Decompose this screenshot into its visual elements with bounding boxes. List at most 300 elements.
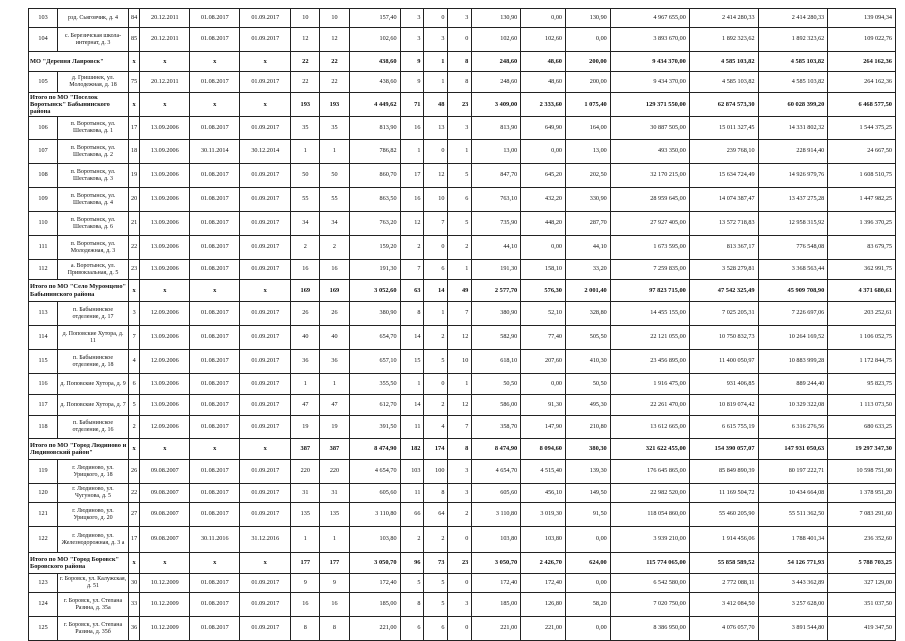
table-cell: 14 926 979,76 bbox=[758, 164, 828, 188]
table-cell: 32 170 215,00 bbox=[610, 164, 689, 188]
table-cell: 200,00 bbox=[566, 72, 611, 93]
table-cell: 10 bbox=[424, 188, 448, 212]
table-cell: 3 bbox=[448, 593, 472, 617]
table-cell: 12.09.2006 bbox=[140, 416, 190, 439]
table-cell: 135 bbox=[320, 503, 349, 527]
address-cell: д. Поповские Хутора, д. 9 bbox=[58, 374, 129, 395]
table-cell: 48,60 bbox=[521, 72, 566, 93]
table-cell: 130,90 bbox=[472, 9, 521, 28]
table-cell: 2 bbox=[400, 527, 424, 553]
table-cell: 191,30 bbox=[349, 260, 400, 280]
table-cell: 35 bbox=[320, 117, 349, 140]
table-cell: 8 bbox=[448, 72, 472, 93]
table-cell: 4 371 680,61 bbox=[828, 280, 896, 302]
table-cell: 107 bbox=[29, 140, 58, 164]
table-cell: 6 316 276,56 bbox=[758, 416, 828, 439]
table-cell: x bbox=[128, 439, 139, 460]
address-cell: г. Боровск, ул. Степана Разина, д. 35б bbox=[58, 617, 129, 641]
table-cell: 248,60 bbox=[472, 72, 521, 93]
table-cell: 157,40 bbox=[349, 9, 400, 28]
table-cell: 13 612 665,00 bbox=[610, 416, 689, 439]
table-cell: x bbox=[190, 280, 240, 302]
table-cell: 01.09.2017 bbox=[240, 28, 291, 52]
table-cell: 5 bbox=[424, 593, 448, 617]
table-cell: 7 226 697,06 bbox=[758, 302, 828, 326]
table-cell: 7 083 291,60 bbox=[828, 503, 896, 527]
table-cell: 30 bbox=[128, 574, 139, 593]
table-cell: 287,70 bbox=[566, 212, 611, 236]
table-cell: 158,10 bbox=[521, 260, 566, 280]
table-cell: 248,60 bbox=[472, 52, 521, 72]
table-cell: x bbox=[190, 439, 240, 460]
table-cell: 01.09.2017 bbox=[240, 416, 291, 439]
table-cell: 124 bbox=[29, 593, 58, 617]
table-cell: 1 bbox=[291, 374, 320, 395]
table-cell: 110 bbox=[29, 212, 58, 236]
table-cell: 30.12.2014 bbox=[240, 140, 291, 164]
address-cell: д. Гришинек, ул. Молодежная, д. 18 bbox=[58, 72, 129, 93]
table-cell: 01.09.2017 bbox=[240, 460, 291, 484]
table-cell: 9 bbox=[400, 52, 424, 72]
table-cell: 50 bbox=[320, 164, 349, 188]
table-cell: 4 585 103,82 bbox=[689, 52, 758, 72]
table-cell: 122 bbox=[29, 527, 58, 553]
table-cell: 52,10 bbox=[521, 302, 566, 326]
table-cell: 13.09.2006 bbox=[140, 374, 190, 395]
table-cell: 193 bbox=[320, 93, 349, 117]
table-cell: 64 bbox=[424, 503, 448, 527]
table-cell: 36 bbox=[291, 350, 320, 374]
table-cell: 109 bbox=[29, 188, 58, 212]
table-cell: 330,90 bbox=[566, 188, 611, 212]
table-cell: 236 352,60 bbox=[828, 527, 896, 553]
table-cell: 33 bbox=[128, 593, 139, 617]
table-cell: 01.08.2017 bbox=[190, 484, 240, 503]
table-row bbox=[29, 212, 896, 236]
subtotal-row bbox=[29, 52, 896, 72]
table-cell: 20.12.2011 bbox=[140, 72, 190, 93]
table-cell: 0 bbox=[448, 527, 472, 553]
table-cell: 09.08.2007 bbox=[140, 503, 190, 527]
table-cell: 20.12.2011 bbox=[140, 28, 190, 52]
table-cell: 327 129,00 bbox=[828, 574, 896, 593]
table-cell: 55 511 362,50 bbox=[758, 503, 828, 527]
table-cell: 1 bbox=[424, 52, 448, 72]
table-cell: 763,10 bbox=[472, 188, 521, 212]
table-cell: 34 bbox=[291, 212, 320, 236]
table-cell: 31 bbox=[291, 484, 320, 503]
table-cell: 1 892 323,62 bbox=[758, 28, 828, 52]
table-cell: 10.12.2009 bbox=[140, 593, 190, 617]
table-cell: 55 bbox=[291, 188, 320, 212]
table-cell: 1 bbox=[424, 302, 448, 326]
table-cell: 586,00 bbox=[472, 395, 521, 416]
address-cell: г. Людиново, ул. Чугунова, д. 5 bbox=[58, 484, 129, 503]
table-cell: 01.09.2017 bbox=[240, 326, 291, 350]
table-cell: 13 bbox=[424, 117, 448, 140]
table-cell: 1 106 052,75 bbox=[828, 326, 896, 350]
table-cell: 01.08.2017 bbox=[190, 212, 240, 236]
table-cell: 5 bbox=[424, 574, 448, 593]
table-row bbox=[29, 460, 896, 484]
table-cell: 0,00 bbox=[566, 574, 611, 593]
table-cell: 77,40 bbox=[521, 326, 566, 350]
table-cell: 185,00 bbox=[349, 593, 400, 617]
table-cell: 4 967 655,00 bbox=[610, 9, 689, 28]
table-cell: 40 bbox=[320, 326, 349, 350]
table-cell: 813,90 bbox=[349, 117, 400, 140]
table-cell: x bbox=[240, 52, 291, 72]
table-cell: 6 bbox=[424, 260, 448, 280]
table-cell: 10.12.2009 bbox=[140, 617, 190, 641]
table-cell: 135 bbox=[291, 503, 320, 527]
table-cell: 13 572 718,83 bbox=[689, 212, 758, 236]
table-cell: 21 bbox=[128, 212, 139, 236]
table-cell: 191,30 bbox=[472, 260, 521, 280]
table-cell: 60 028 399,20 bbox=[758, 93, 828, 117]
table-cell: 103 bbox=[29, 9, 58, 28]
table-row bbox=[29, 326, 896, 350]
table-cell: 01.08.2017 bbox=[190, 503, 240, 527]
table-cell: x bbox=[240, 553, 291, 574]
address-cell: г. Боровск, ул. Калужская, д. 51 bbox=[58, 574, 129, 593]
table-cell: 15 bbox=[400, 350, 424, 374]
table-cell: 4 585 103,82 bbox=[689, 72, 758, 93]
table-cell: 102,60 bbox=[349, 28, 400, 52]
table-cell: 23 bbox=[448, 553, 472, 574]
table-cell: 172,40 bbox=[472, 574, 521, 593]
table-cell: 202,50 bbox=[566, 164, 611, 188]
table-cell: 13.09.2006 bbox=[140, 236, 190, 260]
table-cell: 10 bbox=[291, 9, 320, 28]
table-cell: 113 bbox=[29, 302, 58, 326]
address-cell: п. Бабынинское отделение, д. 18 bbox=[58, 350, 129, 374]
table-cell: 22 121 055,00 bbox=[610, 326, 689, 350]
table-cell: 6 542 580,00 bbox=[610, 574, 689, 593]
table-cell: 13.09.2006 bbox=[140, 395, 190, 416]
table-cell: 6 bbox=[400, 617, 424, 641]
table-cell: 358,70 bbox=[472, 416, 521, 439]
table-cell: 83 679,75 bbox=[828, 236, 896, 260]
table-cell: 45 909 708,90 bbox=[758, 280, 828, 302]
table-cell: 1 bbox=[400, 374, 424, 395]
table-row bbox=[29, 72, 896, 93]
table-cell: 12 bbox=[448, 395, 472, 416]
table-cell: 4 654,70 bbox=[349, 460, 400, 484]
table-cell: x bbox=[140, 439, 190, 460]
table-cell: 5 788 703,25 bbox=[828, 553, 896, 574]
table-cell: 15 011 327,45 bbox=[689, 117, 758, 140]
table-row bbox=[29, 617, 896, 641]
table-cell: 48,60 bbox=[521, 52, 566, 72]
table-cell: 13.09.2006 bbox=[140, 260, 190, 280]
table-cell: 149,50 bbox=[566, 484, 611, 503]
table-cell: 01.09.2017 bbox=[240, 236, 291, 260]
address-cell: рзд. Сьяговчик, д. 4 bbox=[58, 9, 129, 28]
table-cell: 103,80 bbox=[521, 527, 566, 553]
table-cell: 14 bbox=[424, 280, 448, 302]
table-cell: 3 412 084,50 bbox=[689, 593, 758, 617]
table-cell: 106 bbox=[29, 117, 58, 140]
table-cell: 7 bbox=[400, 260, 424, 280]
table-cell: 1 447 982,25 bbox=[828, 188, 896, 212]
table-cell: 85 bbox=[128, 28, 139, 52]
table-cell: x bbox=[190, 52, 240, 72]
table-cell: 120 bbox=[29, 484, 58, 503]
table-cell: 14 bbox=[400, 326, 424, 350]
table-cell: 1 172 844,75 bbox=[828, 350, 896, 374]
table-cell: 2 bbox=[424, 527, 448, 553]
table-cell: 657,10 bbox=[349, 350, 400, 374]
address-cell: а. Воротынск, ул. Привокзальная, д. 5 bbox=[58, 260, 129, 280]
table-row bbox=[29, 395, 896, 416]
table-cell: 30.11.2014 bbox=[190, 140, 240, 164]
address-cell: п. Воротынск, ул. Шестакова, д. 3 bbox=[58, 164, 129, 188]
table-cell: 50,50 bbox=[566, 374, 611, 395]
table-cell: 438,60 bbox=[349, 52, 400, 72]
table-cell: 8 386 950,00 bbox=[610, 617, 689, 641]
table-cell: 103,80 bbox=[349, 527, 400, 553]
table-cell: 20.12.2011 bbox=[140, 9, 190, 28]
table-cell: 96 bbox=[400, 553, 424, 574]
table-cell: 10.12.2009 bbox=[140, 574, 190, 593]
table-cell: 6 bbox=[424, 617, 448, 641]
table-cell: 13.09.2006 bbox=[140, 212, 190, 236]
table-cell: 118 bbox=[29, 416, 58, 439]
table-cell: 9 bbox=[291, 574, 320, 593]
table-cell: 112 bbox=[29, 260, 58, 280]
table-cell: 3 528 279,81 bbox=[689, 260, 758, 280]
table-cell: x bbox=[140, 93, 190, 117]
table-cell: x bbox=[128, 52, 139, 72]
address-cell: г. Людиново, ул. Урицкого, д. 18 bbox=[58, 460, 129, 484]
table-cell: 16 bbox=[400, 188, 424, 212]
table-cell: 221,00 bbox=[472, 617, 521, 641]
table-cell: 169 bbox=[291, 280, 320, 302]
table-cell: 47 bbox=[320, 395, 349, 416]
table-cell: 102,60 bbox=[521, 28, 566, 52]
table-cell: 3 bbox=[128, 302, 139, 326]
table-cell: 4 654,70 bbox=[472, 460, 521, 484]
table-row bbox=[29, 416, 896, 439]
table-cell: 8 474,90 bbox=[349, 439, 400, 460]
table-cell: 200,00 bbox=[566, 52, 611, 72]
address-cell: п. Воротынск, ул. Шестакова, д. 2 bbox=[58, 140, 129, 164]
table-cell: 13.09.2006 bbox=[140, 140, 190, 164]
table-cell: 44,10 bbox=[566, 236, 611, 260]
table-cell: 01.08.2017 bbox=[190, 72, 240, 93]
table-row bbox=[29, 164, 896, 188]
table-cell: 16 bbox=[320, 260, 349, 280]
table-cell: 410,30 bbox=[566, 350, 611, 374]
subtotal-label: Итого по МО "Село Муромцево" Бабынинского района bbox=[29, 280, 129, 302]
table-cell: 12 bbox=[448, 326, 472, 350]
table-cell: 47 bbox=[291, 395, 320, 416]
table-cell: 01.09.2017 bbox=[240, 260, 291, 280]
table-cell: 0 bbox=[448, 574, 472, 593]
table-cell: 73 bbox=[424, 553, 448, 574]
table-cell: 3 bbox=[400, 28, 424, 52]
table-cell: 1 bbox=[448, 374, 472, 395]
table-cell: x bbox=[240, 93, 291, 117]
table-cell: 362 991,75 bbox=[828, 260, 896, 280]
table-cell: 16 bbox=[400, 117, 424, 140]
table-cell: 10 750 832,73 bbox=[689, 326, 758, 350]
table-cell: 55 460 205,90 bbox=[689, 503, 758, 527]
table-cell: 19 bbox=[320, 416, 349, 439]
table-cell: 605,60 bbox=[349, 484, 400, 503]
table-cell: 103,80 bbox=[472, 527, 521, 553]
table-cell: 31 bbox=[320, 484, 349, 503]
table-row bbox=[29, 140, 896, 164]
table-cell: 210,80 bbox=[566, 416, 611, 439]
table-cell: 654,70 bbox=[349, 326, 400, 350]
table-cell: 387 bbox=[291, 439, 320, 460]
table-cell: 01.08.2017 bbox=[190, 593, 240, 617]
table-cell: 1 544 375,25 bbox=[828, 117, 896, 140]
table-cell: 115 bbox=[29, 350, 58, 374]
table-cell: 8 bbox=[400, 593, 424, 617]
table-cell: 1 bbox=[400, 140, 424, 164]
table-cell: 4 076 057,70 bbox=[689, 617, 758, 641]
table-cell: 1 bbox=[424, 72, 448, 93]
table-cell: 13.09.2006 bbox=[140, 117, 190, 140]
table-cell: 0,00 bbox=[521, 9, 566, 28]
table-cell: 5 bbox=[128, 395, 139, 416]
table-cell: 3 050,70 bbox=[349, 553, 400, 574]
table-cell: 75 bbox=[128, 72, 139, 93]
table-cell: 3 050,70 bbox=[472, 553, 521, 574]
table-cell: 01.09.2017 bbox=[240, 212, 291, 236]
table-cell: 16 bbox=[291, 593, 320, 617]
table-cell: 63 bbox=[400, 280, 424, 302]
table-cell: 10 bbox=[448, 350, 472, 374]
table-cell: 34 bbox=[320, 212, 349, 236]
table-row bbox=[29, 236, 896, 260]
table-cell: 10 883 999,28 bbox=[758, 350, 828, 374]
table-cell: 11 169 504,72 bbox=[689, 484, 758, 503]
table-cell: 0 bbox=[448, 28, 472, 52]
table-cell: 0,00 bbox=[566, 527, 611, 553]
table-cell: 01.09.2017 bbox=[240, 164, 291, 188]
table-cell: 01.08.2017 bbox=[190, 326, 240, 350]
table-cell: 3 110,80 bbox=[472, 503, 521, 527]
table-cell: 119 bbox=[29, 460, 58, 484]
subtotal-label: Итого по МО "Поселок Воротынск" Бабынинского района bbox=[29, 93, 129, 117]
table-cell: 17 bbox=[128, 527, 139, 553]
table-body bbox=[29, 9, 896, 641]
table-cell: 5 bbox=[424, 350, 448, 374]
subtotal-row bbox=[29, 439, 896, 460]
table-cell: 172,40 bbox=[521, 574, 566, 593]
table-cell: 618,10 bbox=[472, 350, 521, 374]
table-cell: 121 bbox=[29, 503, 58, 527]
table-cell: 172,40 bbox=[349, 574, 400, 593]
table-cell: 22 bbox=[320, 72, 349, 93]
table-cell: 154 390 057,07 bbox=[689, 439, 758, 460]
table-cell: 26 bbox=[320, 302, 349, 326]
table-cell: 125 bbox=[29, 617, 58, 641]
table-cell: 2 bbox=[448, 503, 472, 527]
table-cell: 6 468 577,50 bbox=[828, 93, 896, 117]
table-cell: 1 bbox=[320, 140, 349, 164]
table-cell: 6 bbox=[128, 374, 139, 395]
table-cell: 36 bbox=[320, 350, 349, 374]
table-cell: 9 bbox=[400, 72, 424, 93]
table-cell: 1 bbox=[448, 260, 472, 280]
table-cell: 1 673 595,00 bbox=[610, 236, 689, 260]
table-cell: 1 378 951,20 bbox=[828, 484, 896, 503]
table-cell: 221,00 bbox=[521, 617, 566, 641]
table-cell: 4 bbox=[128, 350, 139, 374]
table-row bbox=[29, 9, 896, 28]
table-cell: 813 367,17 bbox=[689, 236, 758, 260]
housing-table bbox=[28, 8, 896, 641]
table-cell: x bbox=[140, 280, 190, 302]
subtotal-label: Итого по МО "Город Людиново и Людиновский район" bbox=[29, 439, 129, 460]
table-cell: 1 788 401,34 bbox=[758, 527, 828, 553]
subtotal-row bbox=[29, 280, 896, 302]
table-cell: 114 bbox=[29, 326, 58, 350]
table-cell: 776 548,08 bbox=[758, 236, 828, 260]
table-cell: 0 bbox=[448, 617, 472, 641]
table-cell: 10 bbox=[320, 9, 349, 28]
table-cell: 2 bbox=[424, 326, 448, 350]
table-cell: 01.09.2017 bbox=[240, 574, 291, 593]
table-cell: 116 bbox=[29, 374, 58, 395]
table-cell: 0 bbox=[424, 140, 448, 164]
subtotal-label: МО "Деревня Лавровск" bbox=[29, 52, 129, 72]
table-cell: 09.08.2007 bbox=[140, 460, 190, 484]
table-cell: 147 931 050,63 bbox=[758, 439, 828, 460]
table-cell: 23 bbox=[448, 93, 472, 117]
table-cell: 55 bbox=[320, 188, 349, 212]
table-cell: 3 052,60 bbox=[349, 280, 400, 302]
table-cell: 01.09.2017 bbox=[240, 117, 291, 140]
table-cell: 220 bbox=[291, 460, 320, 484]
table-cell: 2 001,40 bbox=[566, 280, 611, 302]
table-cell: 495,30 bbox=[566, 395, 611, 416]
table-cell: 612,70 bbox=[349, 395, 400, 416]
table-cell: 01.08.2017 bbox=[190, 416, 240, 439]
table-cell: 22 982 520,00 bbox=[610, 484, 689, 503]
table-cell: 264 162,36 bbox=[828, 72, 896, 93]
table-cell: 100 bbox=[424, 460, 448, 484]
table-cell: 4 515,40 bbox=[521, 460, 566, 484]
address-cell: г. Людиново, ул. Железнодорожная, д. 3 а bbox=[58, 527, 129, 553]
table-cell: 58,20 bbox=[566, 593, 611, 617]
table-cell: 11 bbox=[400, 416, 424, 439]
table-row bbox=[29, 260, 896, 280]
table-cell: 12 bbox=[400, 212, 424, 236]
table-cell: 8 bbox=[400, 302, 424, 326]
table-cell: 7 bbox=[448, 416, 472, 439]
table-cell: 174 bbox=[424, 439, 448, 460]
table-cell: 2 bbox=[128, 416, 139, 439]
address-cell: с. Березичская школа-интернат, д. 3 bbox=[58, 28, 129, 52]
table-cell: 221,00 bbox=[349, 617, 400, 641]
table-cell: 4 585 103,82 bbox=[758, 52, 828, 72]
table-cell: 493 350,00 bbox=[610, 140, 689, 164]
address-cell: п. Бабынинское отделение, д. 16 bbox=[58, 416, 129, 439]
table-cell: 1 396 370,25 bbox=[828, 212, 896, 236]
table-cell: 105 bbox=[29, 72, 58, 93]
table-cell: 10 819 074,42 bbox=[689, 395, 758, 416]
table-cell: 505,50 bbox=[566, 326, 611, 350]
table-cell: 328,80 bbox=[566, 302, 611, 326]
table-cell: 01.08.2017 bbox=[190, 117, 240, 140]
table-cell: 01.08.2017 bbox=[190, 236, 240, 260]
